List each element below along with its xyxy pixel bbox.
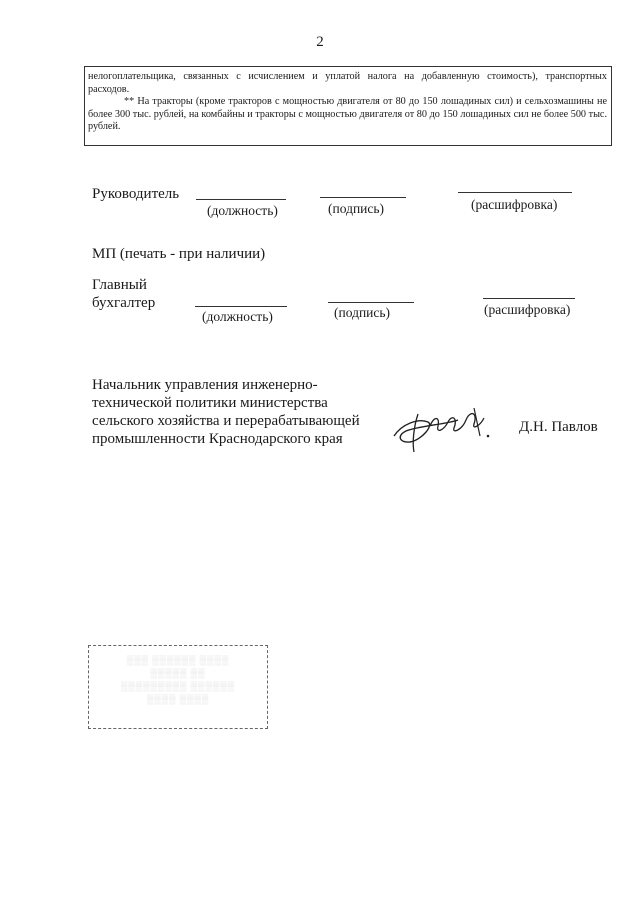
- note-continuation-end: расходов.: [88, 83, 130, 95]
- approver-name: Д.Н. Павлов: [519, 419, 598, 435]
- chief-accountant-label-line1: Главный: [92, 277, 147, 293]
- handwritten-signature: [388, 396, 498, 458]
- footnote-box: [84, 66, 612, 146]
- note-continuation-line: нелогоплательщика, связанных с исчислением и уплатой налога на добавленную стоимость), транспортных: [88, 71, 607, 82]
- head-decoding-caption: (расшифровка): [471, 197, 558, 212]
- accountant-position-caption: (должность): [202, 309, 273, 324]
- approver-title-line3: сельского хозяйства и перерабатывающей: [92, 413, 360, 429]
- accountant-position-line: [195, 306, 287, 307]
- stamp-label: МП (печать - при наличии): [92, 246, 266, 262]
- accountant-signature-line: [328, 302, 414, 303]
- chief-accountant-label-line2: бухгалтер: [92, 295, 156, 311]
- head-label: Руководитель: [92, 186, 180, 202]
- accountant-decoding-caption: (расшифровка): [484, 302, 571, 317]
- approver-title: [92, 376, 382, 448]
- approver-title-line1: Начальник управления инженерно-: [92, 377, 318, 393]
- approver-title-line4: промышленности Краснодарского края: [92, 431, 343, 447]
- accountant-signature-caption: (подпись): [334, 305, 391, 320]
- head-signature-line: [320, 197, 406, 198]
- approver-title-line2: технической политики министерства: [92, 395, 328, 411]
- faded-registration-stamp: [88, 645, 268, 729]
- stamp-impression: ▒▒▒ ▒▒▒▒▒▒ ▒▒▒▒ ▒▒▒▒▒ ▒▒ ▒▒▒▒▒▒▒▒▒ ▒▒▒▒▒▒ ▒▒▒▒ ▒▒▒▒: [121, 655, 235, 704]
- accountant-decoding-line: [483, 298, 575, 299]
- note-footnote: ** На тракторы (кроме тракторов с мощностью двигателя от 80 до 150 лошадиных сил) и сельхозмашины не более 300 тыс. рублей, на комбайны и тракторы с мощностью двигателя от 80 до 150 лошадиных сил не более 500 тыс. рублей.: [88, 96, 607, 133]
- head-decoding-line: [458, 192, 572, 193]
- head-signature-caption: (подпись): [328, 201, 385, 216]
- page-number: 2: [316, 34, 324, 50]
- head-position-line: [196, 199, 286, 200]
- head-position-caption: (должность): [207, 203, 278, 218]
